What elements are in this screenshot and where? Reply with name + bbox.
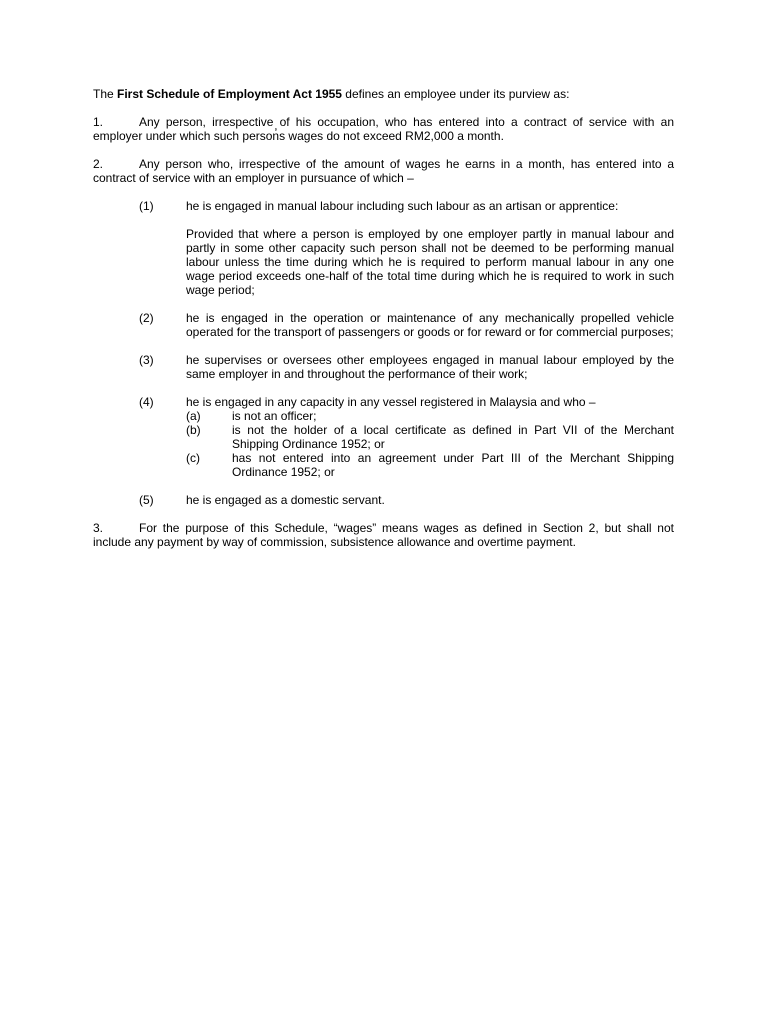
paragraph-text: Any person, irrespective of his occupation, who has entered into a contract of service with an employer under which such person̓s wages do not exceed RM2,000 a month. — [93, 115, 674, 143]
clause-2 — [93, 311, 674, 339]
paragraph-number: 1. — [93, 115, 104, 129]
subclause-text: is not an officer; — [232, 409, 317, 423]
clause-4 — [93, 395, 674, 479]
paragraph-2 — [93, 157, 674, 185]
subclause-a — [186, 409, 674, 423]
document-body — [93, 87, 674, 563]
paragraph-3 — [93, 521, 674, 549]
clause-number: (1) — [139, 199, 154, 213]
subclause-number: (c) — [186, 451, 200, 465]
subclause-number: (a) — [186, 409, 201, 423]
subclause-text: is not the holder of a local certificate as defined in Part VII of the Merchant Shipping Ordinance 1952; or — [232, 423, 674, 451]
paragraph-number: 3. — [93, 521, 104, 535]
clause-number: (3) — [139, 353, 154, 367]
clause-text: he is engaged as a domestic servant. — [186, 493, 385, 507]
clause-1 — [93, 199, 674, 297]
paragraph-1 — [93, 115, 674, 143]
clause-proviso: Provided that where a person is employed by one employer partly in manual labour and partly in some other capacity such person shall not be deemed to be performing manual labour unless the time during which he is required to perform manual labour in any one wage period exceeds one-half of the total time during which he is required to work in such wage period; — [186, 227, 674, 297]
act-title: First Schedule of Employment Act 1955 — [117, 87, 342, 101]
clause-3 — [93, 353, 674, 381]
clause-number: (5) — [139, 493, 154, 507]
subclause-text: has not entered into an agreement under Part III of the Merchant Shipping Ordinance 1952; or — [232, 451, 674, 479]
subclause-b — [186, 423, 674, 451]
intro-sentence — [93, 87, 674, 101]
intro-prefix: The — [93, 87, 118, 101]
clause-text: he is engaged in any capacity in any vessel registered in Malaysia and who – — [186, 395, 596, 409]
clause-number: (4) — [139, 395, 154, 409]
clause-5 — [93, 493, 674, 507]
subclause-number: (b) — [186, 423, 201, 437]
paragraph-text: For the purpose of this Schedule, “wages” means wages as defined in Section 2, but shall not include any payment by way of commission, subsistence allowance and overtime payment. — [93, 521, 674, 549]
clause-text: he is engaged in the operation or maintenance of any mechanically propelled vehicle operated for the transport of passengers or goods or for reward or for commercial purposes; — [186, 311, 674, 339]
clause-text: he is engaged in manual labour including such labour as an artisan or apprentice: — [186, 199, 619, 213]
clause-number: (2) — [139, 311, 154, 325]
clause-text: he supervises or oversees other employees engaged in manual labour employed by the same employer in and throughout the performance of their work; — [186, 353, 674, 381]
intro-suffix: defines an employee under its purview as: — [341, 87, 570, 101]
paragraph-number: 2. — [93, 157, 104, 171]
paragraph-text: Any person who, irrespective of the amount of wages he earns in a month, has entered into a contract of service with an employer in pursuance of which – — [93, 157, 674, 185]
subclause-c — [186, 451, 674, 479]
